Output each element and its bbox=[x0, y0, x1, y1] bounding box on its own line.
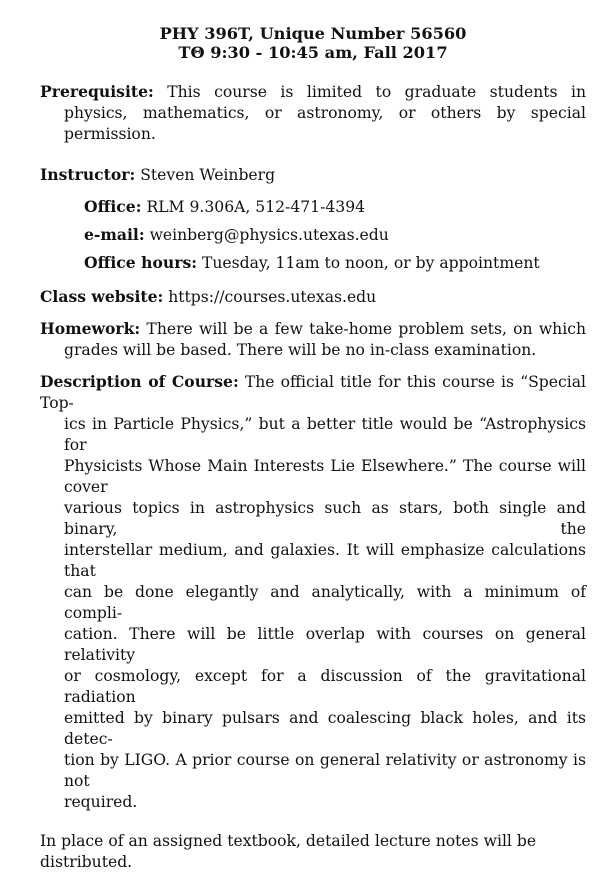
description-line: interstellar medium, and galaxies. It will emphasize calculations that bbox=[64, 541, 586, 580]
prerequisite-section bbox=[40, 81, 586, 145]
prerequisite-label: Prerequisite: bbox=[40, 82, 154, 101]
description-line: emitted by binary pulsars and coalescing black holes, and its detec- bbox=[64, 709, 586, 748]
homework-label: Homework: bbox=[40, 319, 141, 338]
email-line bbox=[84, 224, 586, 246]
office-line bbox=[84, 196, 586, 218]
website-section bbox=[40, 286, 586, 308]
instructor-label: Instructor: bbox=[40, 165, 136, 184]
instructor-section bbox=[40, 164, 586, 186]
description-line bbox=[40, 371, 586, 414]
website-label: Class website: bbox=[40, 287, 164, 306]
office-value: RLM 9.306A, 512-471-4394 bbox=[146, 198, 366, 216]
description-line-text: The official title for this course is “Special Top- bbox=[40, 373, 586, 412]
website-url: https://courses.utexas.edu bbox=[168, 288, 377, 306]
description-line: various topics in astrophysics such as stars, both single and binary, the bbox=[64, 499, 586, 538]
description-label: Description of Course: bbox=[40, 372, 239, 391]
email-value: weinberg@physics.utexas.edu bbox=[149, 226, 389, 244]
office-label: Office: bbox=[84, 197, 142, 216]
description-line: required. bbox=[64, 793, 138, 811]
description-line: or cosmology, except for a discussion of the gravitational radiation bbox=[64, 667, 586, 706]
description-section bbox=[40, 371, 586, 813]
description-line: cation. There will be little overlap with courses on general relativity bbox=[64, 625, 586, 664]
description-line: Physicists Whose Main Interests Lie Elsewhere.” The course will cover bbox=[64, 457, 586, 496]
instructor-name: Steven Weinberg bbox=[140, 166, 276, 184]
textbook-note: In place of an assigned textbook, detailed lecture notes will be distributed. bbox=[40, 832, 537, 871]
homework-text: There will be a few take-home problem sets, on which grades will be based. There will be no in-class examination. bbox=[64, 320, 586, 359]
prerequisite-text: This course is limited to graduate students in physics, mathematics, or astronomy, or others by special permission. bbox=[64, 83, 586, 143]
course-title: PHY 396T, Unique Number 56560 bbox=[159, 24, 467, 43]
course-schedule: TΘ 9:30 - 10:45 am, Fall 2017 bbox=[178, 43, 448, 62]
description-line: can be done elegantly and analytically, with a minimum of compli- bbox=[64, 583, 586, 622]
description-line: ics in Particle Physics,” but a better title would be “Astrophysics for bbox=[64, 415, 586, 454]
homework-section bbox=[40, 318, 586, 361]
instructor-contact-block bbox=[40, 196, 586, 274]
description-line: tion by LIGO. A prior course on general relativity or astronomy is not bbox=[64, 751, 586, 790]
email-label: e-mail: bbox=[84, 225, 145, 244]
office-hours-line bbox=[84, 252, 586, 274]
office-hours-value: Tuesday, 11am to noon, or by appointment bbox=[201, 254, 540, 272]
syllabus-page bbox=[40, 0, 586, 873]
office-hours-label: Office hours: bbox=[84, 253, 197, 272]
